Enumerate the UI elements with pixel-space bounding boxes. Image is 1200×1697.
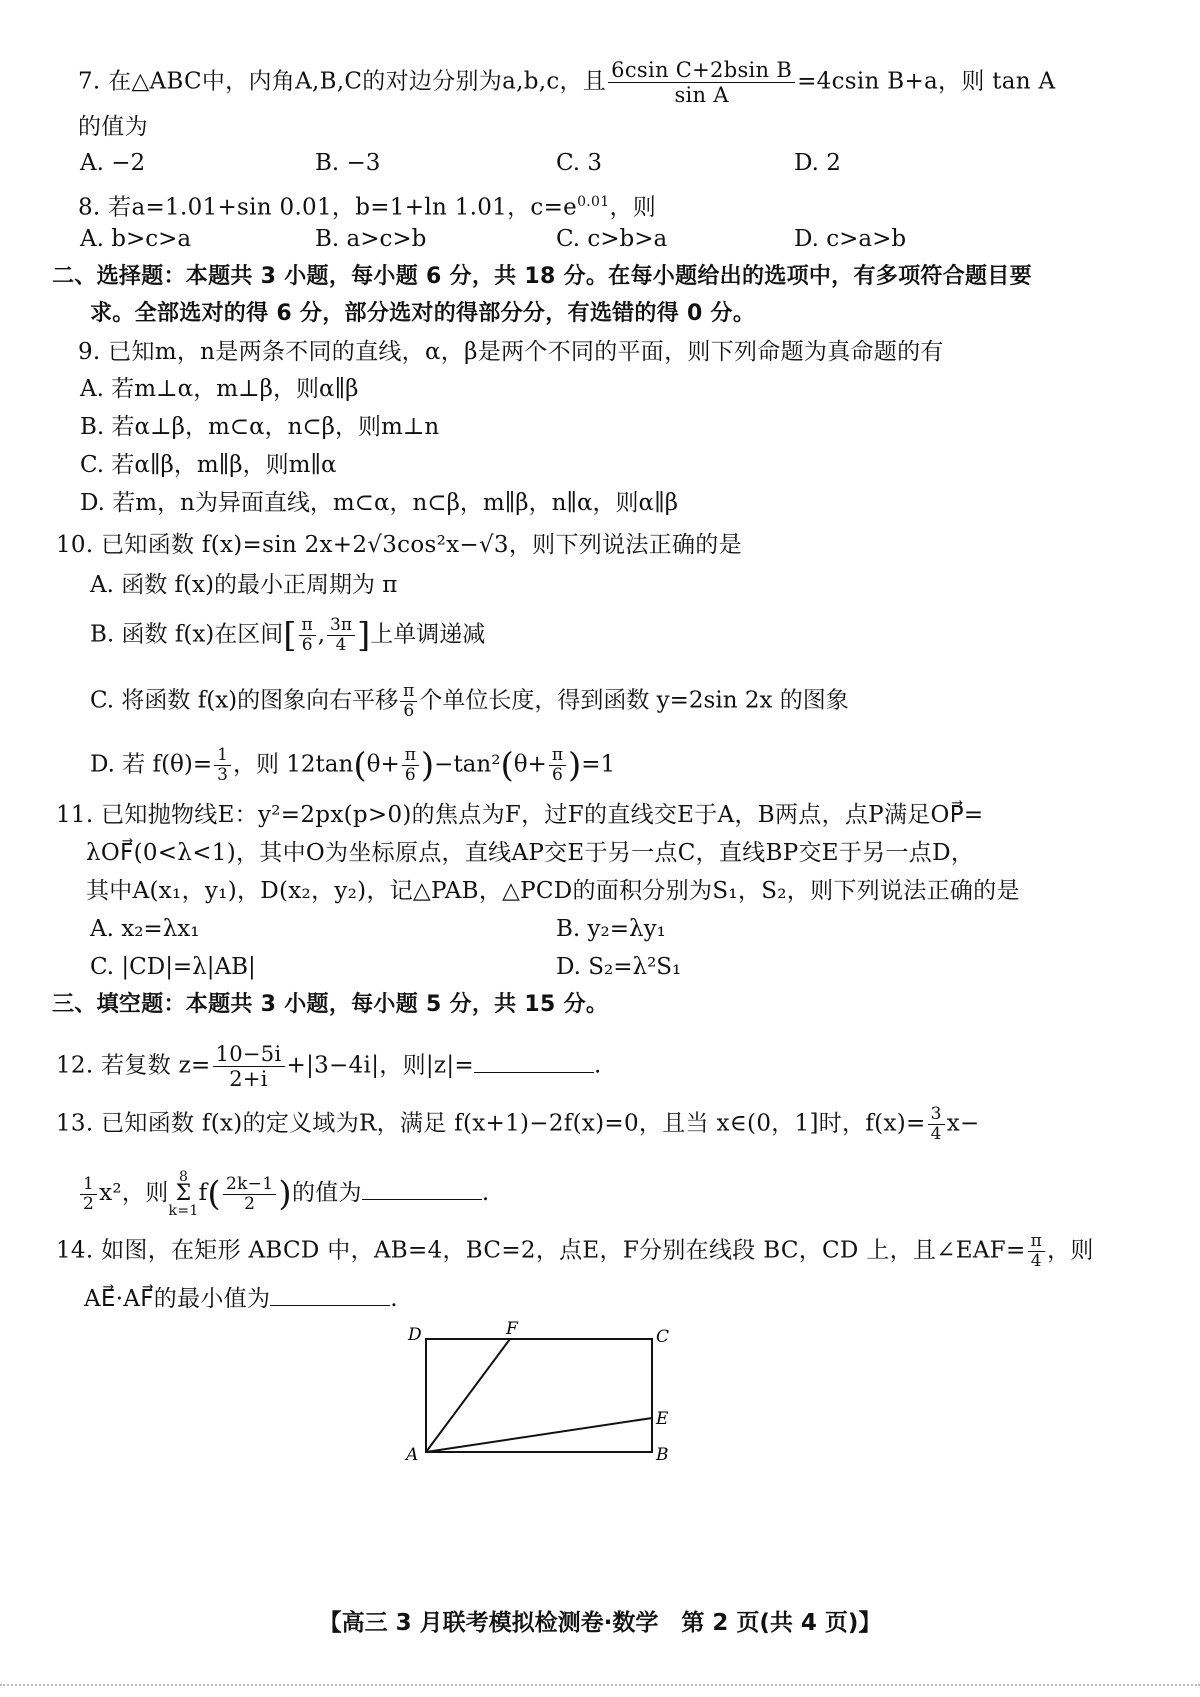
q13-answer-blank[interactable] (362, 1179, 482, 1200)
question-13-stem: 13. 已知函数 f(x)的定义域为R，满足 f(x+1)−2f(x)=0，且当 x∈(0，1]时，f(x)= $\frac{3}{4}$ x− (56, 1104, 980, 1144)
label-a: A (406, 1445, 419, 1465)
label-d: D (408, 1325, 422, 1345)
q8-option-b: B. a>c>b (315, 226, 427, 252)
q7-option-c: C. 3 (556, 150, 603, 176)
q8-option-d: D. c>a>b (794, 226, 907, 252)
question-14-stem-2: AE⃗·AF⃗的最小值为 . (84, 1286, 398, 1312)
q11-option-a: A. x₂=λx₁ (90, 916, 200, 942)
q11-option-b: B. y₂=λy₁ (556, 916, 666, 942)
q10-option-c: C. 将函数 f(x)的图象向右平移 $\frac{\pi}{6}$ 个单位长度，得到函数 y=2sin 2x 的图象 (90, 681, 849, 721)
page-footer: 【高三 3 月联考模拟检测卷·数学 第 2 页(共 4 页)】 (318, 1610, 882, 1636)
question-7-stem: 7. 在△ABC中，内角A,B,C的对边分别为a,b,c，且 $\frac{\text{6csin C+2bsin B}}{\text{sin A}}$ =4csin B+a，则 tan A (78, 58, 1056, 107)
section-3-heading: 三、填空题：本题共 3 小题，每小题 5 分，共 15 分。 (52, 992, 609, 1017)
segment-af (426, 1339, 510, 1452)
q7-option-a: A. −2 (80, 150, 146, 176)
question-12-stem: 12. 若复数 z= $\frac{10-5i}{2+i}$ +|3−4i|，则|z|= . (56, 1042, 602, 1091)
bottom-dotted-border (0, 1684, 1200, 1686)
q10-option-d: D. 若 f(θ)= $\frac{1}{3}$ ，则 12tan(θ+ $\frac{\pi}{6}$ )−tan²(θ+ $\frac{\pi}{6}$ )=1 (90, 745, 616, 786)
q10-option-b: B. 函数 f(x)在区间[ $\frac{\pi}{6}$ , $\frac{3\pi}{4}$ ]上单调递减 (90, 615, 486, 656)
rectangle-figure (400, 1318, 710, 1478)
q12-answer-blank[interactable] (474, 1052, 594, 1073)
label-c: C (656, 1327, 670, 1347)
q8-option-c: C. c>b>a (556, 226, 668, 252)
q9-option-b: B. 若α⊥β，m⊂α，n⊂β，则m⊥n (80, 414, 440, 440)
question-11-stem-3: 其中A(x₁，y₁)，D(x₂，y₂)，记△PAB，△PCD的面积分别为S₁，S₂，则下列说法正确的是 (86, 878, 1020, 904)
q8-option-a: A. b>c>a (80, 226, 192, 252)
question-10-stem: 10. 已知函数 f(x)=sin 2x+2√3cos²x−√3，则下列说法正确的是 (56, 532, 742, 558)
q7-option-d: D. 2 (794, 150, 841, 176)
question-7-stem-cont: 的值为 (78, 114, 148, 140)
section-2-heading-cont: 求。全部选对的得 6 分，部分选对的得部分分，有选错的得 0 分。 (90, 301, 756, 326)
section-2-heading: 二、选择题：本题共 3 小题，每小题 6 分，共 18 分。在每小题给出的选项中，有多项符合题目要 (52, 264, 1032, 289)
label-e: E (656, 1409, 669, 1429)
question-13-stem-2: $\frac{1}{2}$ x²，则 8 Σ k=1 f( $\frac{2k-1}{2}$ )的值为 . (78, 1170, 489, 1218)
q7-option-b: B. −3 (315, 150, 381, 176)
q7-fraction: $\frac{\text{6csin C+2bsin B}}{\text{sin A}}$ (608, 58, 795, 107)
question-11-stem-2: λOF⃗(0<λ<1)，其中O为坐标原点，直线AP交E于另一点C，直线BP交E于另一点D， (86, 840, 975, 866)
q10-option-a: A. 函数 f(x)的最小正周期为 π (90, 572, 398, 598)
segment-ae (426, 1418, 652, 1452)
label-b: B (656, 1445, 669, 1465)
q11-option-d: D. S₂=λ²S₁ (556, 954, 682, 980)
q9-option-c: C. 若α∥β，m∥β，则m∥α (80, 452, 337, 478)
question-14-stem: 14. 如图，在矩形 ABCD 中，AB=4，BC=2，点E，F分别在线段 BC，CD 上，且∠EAF= $\frac{\pi}{4}$ ，则 (56, 1231, 1094, 1271)
q9-option-d: D. 若m，n为异面直线，m⊂α，n⊂β，m∥β，n∥α，则α∥β (80, 490, 679, 516)
label-f: F (506, 1319, 518, 1339)
q11-option-c: C. |CD|=λ|AB| (90, 954, 256, 980)
question-8-stem: 8. 若a=1.01+sin 0.01，b=1+ln 1.01，$c=e^{0.01}$，则 (78, 194, 657, 221)
q14-answer-blank[interactable] (270, 1285, 390, 1306)
q9-option-a: A. 若m⊥α，m⊥β，则α∥β (80, 376, 359, 402)
question-11-stem: 11. 已知抛物线E：y²=2px(p>0)的焦点为F，过F的直线交E于A，B两点，点P满足OP⃗= (56, 802, 984, 828)
question-9-stem: 9. 已知m，n是两条不同的直线，α，β是两个不同的平面，则下列命题为真命题的有 (78, 339, 944, 365)
